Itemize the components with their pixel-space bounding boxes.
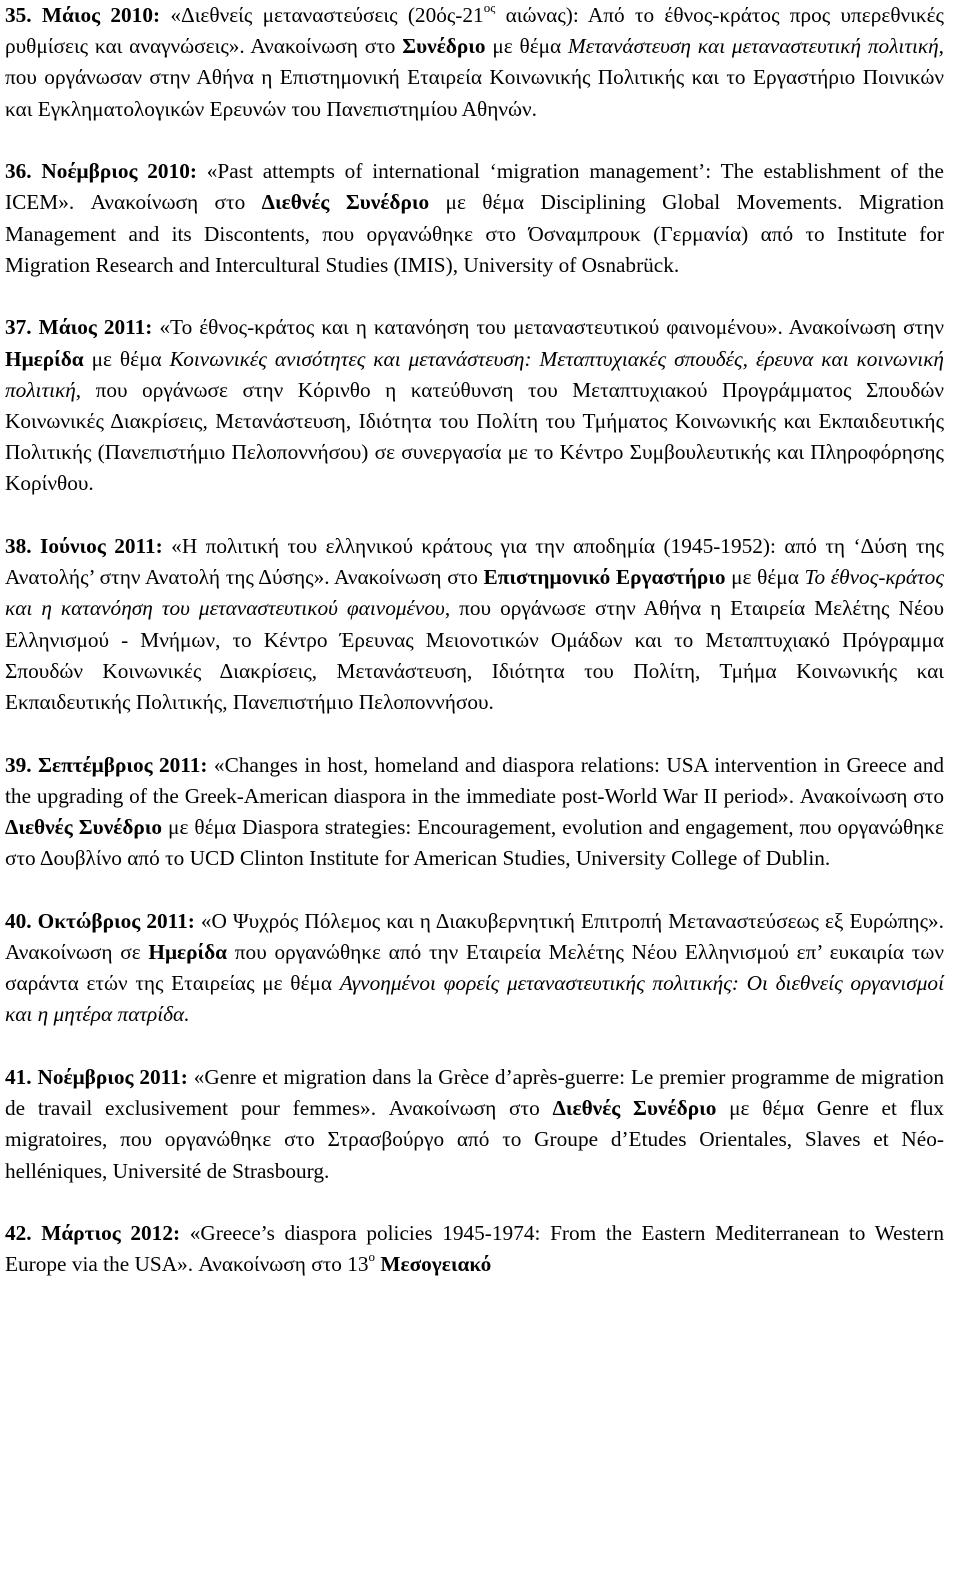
body-text: , που οργάνωσε στην Αθήνα η Εταιρεία Μελέτης Νέου Ελληνισμού - Μνήμων, το Κέντρο Έρευνας Μειονοτικών Ομάδων και το Μεταπτυχιακό Πρόγραμμα Σπουδών Κοινωνικές Διακρίσεις, Μετανάστευση, Ιδιότητα του Πολίτη, Τμήμα Κοινωνικής και Εκπαιδευτικής Πολιτικής, Πανεπιστήμιο Πελοποννήσου. [5,596,944,715]
italic-title: Μετανάστευση και μεταναστευτική πολιτική [568,34,939,59]
entry-heading: 41. Νοέμβριος 2011: [5,1065,188,1090]
entry-paragraph [5,1062,944,1187]
entry-paragraph [5,156,944,281]
entry-heading: 38. Ιούνιος 2011: [5,534,163,559]
entry-paragraph [5,531,944,718]
entry-paragraph [5,906,944,1031]
body-text: , που οργάνωσαν στην Αθήνα η Επιστημονική Εταιρεία Κοινωνικής Πολιτικής και το Εργαστήριο Ποινικών και Εγκληματολογικών Ερευνών του Πανεπιστημίου Αθηνών. [5,34,944,121]
body-text: «Greece’s diaspora policies 1945-1974: From the Eastern Mediterranean to Western Europe via the USA». Ανακοίνωση στο 13 [5,1221,944,1277]
body-text: «Ο Ψυχρός Πόλεμος και η Διακυβερνητική Επιτροπή Μεταναστεύσεως εξ Ευρώπης». Ανακοίνωση σε [5,908,944,965]
body-text: «Changes in host, homeland and diaspora relations: USA intervention in Greece and the upgrading of the Greek-American diaspora in the immediate post-World War II period». Ανακοίνωση στο [5,752,944,808]
entry-paragraph [5,0,944,125]
italic-title: Αγνοημένοι φορείς μεταναστευτικής πολιτικής: Οι διεθνείς οργανισμοί και η μητέρα πατρίδα. [5,971,944,1027]
body-text: «Η πολιτική του ελληνικού κράτους για την αποδημία (1945-1952): από τη ‘Δύση της Ανατολής’ στην Ανατολή της Δύσης». Ανακοίνωση στο [5,534,944,590]
body-text: με θέμα [83,346,170,371]
body-text: με θέμα Disciplining Global Movements. Migration Management and its Discontents, που οργανώθηκε στο Όσναμπρουκ (Γερμανία) από το Institute for Migration Research and Intercultural Studies (IMIS), University of Osnabrück. [5,190,944,277]
body-text: με θέμα [725,565,805,590]
bold-text: Συνέδριο [402,34,486,59]
italic-title: Το έθνος-κράτος και η κατανόηση του μεταναστευτικού φαινομένου [5,565,944,621]
body-text: αιώνας): Από το έθνος-κράτος προς υπερεθνικές ρυθμίσεις και αναγνώσεις». Ανακοίνωση στο [5,3,944,59]
entry-paragraph [5,1218,944,1280]
entry-heading: 37. Μάιος 2011: [5,315,153,340]
entry-heading: 39. Σεπτέμβριος 2011: [5,752,208,777]
bold-text: Ημερίδα [5,346,84,371]
bold-text: Μεσογειακό [380,1252,492,1277]
italic-title: Κοινωνικές ανισότητες και μετανάστευση: Μεταπτυχιακές σπουδές, έρευνα και κοινωνική πολιτική [5,346,944,402]
entry-heading: 40. Οκτώβριος 2011: [5,908,195,933]
entry-heading: 36. Νοέμβριος 2010: [5,159,197,184]
entry-heading: 42. Μάρτιος 2012: [5,1221,181,1246]
body-text: με θέμα [485,34,569,59]
body-text: που οργανώθηκε από την Εταιρεία Μελέτης Νέου Ελληνισμού επ’ ευκαιρία των σαράντα ετών της Εταιρείας με θέμα [5,940,944,996]
body-text: «Genre et migration dans la Grèce d’après-guerre: Le premier programme de migration de travail exclusivement pour femmes». Ανακοίνωση στο [5,1065,944,1121]
bold-text: Ημερίδα [148,940,228,965]
bold-text: Διεθνές Συνέδριο [261,190,430,215]
superscript-text: ος [483,0,496,15]
bold-text: Διεθνές Συνέδριο [5,815,163,840]
bold-text: Επιστημονικό Εργαστήριο [483,565,726,590]
body-text: με θέμα Diaspora strategies: Encouragement, evolution and engagement, που οργανώθηκε στο Δουβλίνο από το UCD Clinton Institute for American Studies, University College of Dublin. [5,815,944,871]
body-text: , που οργάνωσε στην Κόρινθο η κατεύθυνση του Μεταπτυχιακού Προγράμματος Σπουδών Κοινωνικές Διακρίσεις, Μετανάστευση, Ιδιότητα του Πολίτη του Τμήματος Κοινωνικής και Εκπαιδευτικής Πολιτικής (Πανεπιστήμιο Πελοποννήσου) σε συνεργασία με το Κέντρο Συμβουλευτικής και Πληροφόρησης Κορίνθου. [5,377,944,496]
entry-paragraph [5,312,944,499]
entry-paragraph [5,750,944,875]
body-text: «Το έθνος-κράτος και η κατανόηση του μεταναστευτικού φαινομένου». Ανακοίνωση στην [152,315,944,340]
bold-text: Διεθνές Συνέδριο [552,1096,717,1121]
body-text: «Διεθνείς μεταναστεύσεις (20ός-21 [160,3,484,27]
body-text: με θέμα Genre et flux migratoires, που οργανώθηκε στο Στρασβούργο από το Groupe d’Etudes Orientales, Slaves et Néo-helléniques, Université de Strasbourg. [5,1096,944,1183]
entry-heading: 35. Μάιος 2010: [5,3,161,27]
superscript-text: ο [368,1249,376,1265]
body-text: «Past attempts of international ‘migration management’: The establishment of the ICEM». Ανακοίνωση στο [5,159,944,215]
